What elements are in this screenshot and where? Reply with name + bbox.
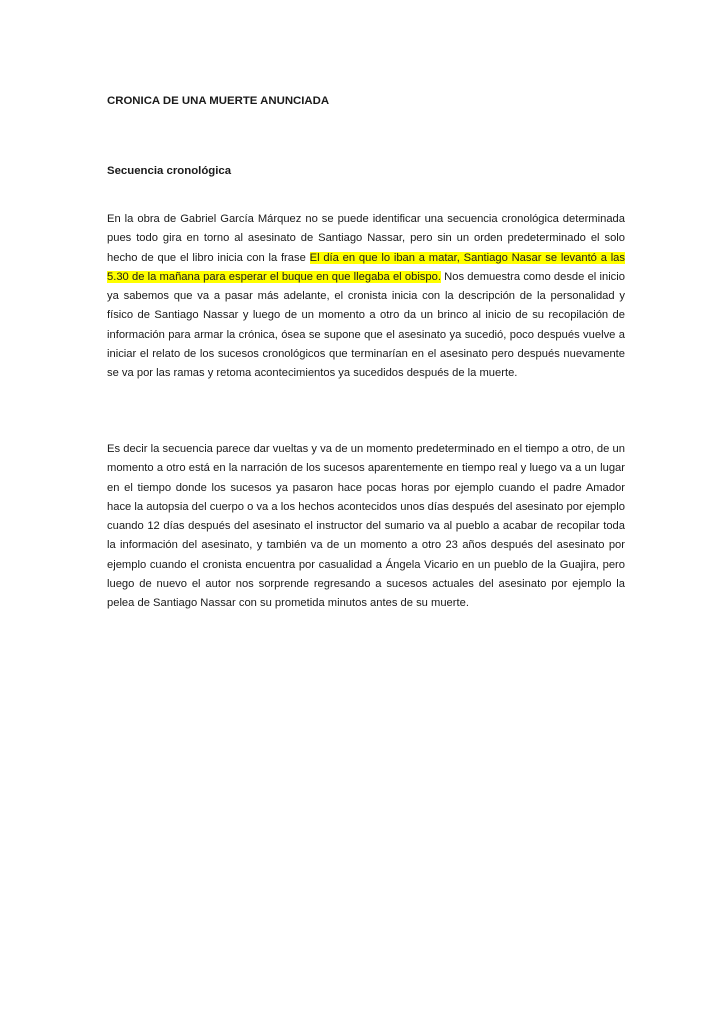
- paragraph-1: [107, 210, 625, 384]
- highlighted-quote: El día en que lo iban a matar, Santiago Nasar se levantó a las 5.30 de la mañana para esperar el buque en que llegaba el obispo.: [107, 251, 625, 283]
- section-heading: Secuencia cronológica: [107, 165, 232, 177]
- paragraph-1-text-before: En la obra de Gabriel García Márquez no se puede identificar una secuencia cronológica determinada pues todo gira en torno al asesinato de Santiago Nassar, pero sin un orden predeterminado el solo hecho de que el libro inicia con la frase: [107, 213, 625, 264]
- paragraph-1-text-after: Nos demuestra como desde el inicio ya sabemos que va a pasar más adelante, el cronista inicia con la descripción de la personalidad y físico de Santiago Nassar y luego de un momento a otro da un brinco al inicio de su recopilación de información para armar la crónica, ósea se supone que el asesinato ya sucedió, poco después vuelve a iniciar el relato de los sucesos cronológicos que terminarían en el asesinato pero después nuevamente se va por las ramas y retoma acontecimientos ya sucedidos después de la muerte.: [107, 270, 625, 380]
- document-title: CRONICA DE UNA MUERTE ANUNCIADA: [107, 95, 330, 107]
- paragraph-2: Es decir la secuencia parece dar vueltas y va de un momento predeterminado en el tiempo a otro, de un momento a otro está en la narración de los sucesos aparentemente en tiempo real y luego va a un lugar en el tiempo donde los sucesos ya pasaron hace pocas horas por ejemplo cuando el padre Amador hace la autopsia del cuerpo o va a los hechos acontecidos unos días después del asesinato por ejemplo cuando 12 días después del asesinato el instructor del sumario va al pueblo a acabar de recopilar toda la información del asesinato, y también va de un momento a otro 23 años después del asesinato por ejemplo cuando el cronista encuentra por casualidad a Ángela Vicario en un pueblo de la Guajira, pero luego de nuevo el autor nos sorprende regresando a sucesos actuales del asesinato por ejemplo la pelea de Santiago Nassar con su prometida minutos antes de su muerte.: [107, 443, 625, 610]
